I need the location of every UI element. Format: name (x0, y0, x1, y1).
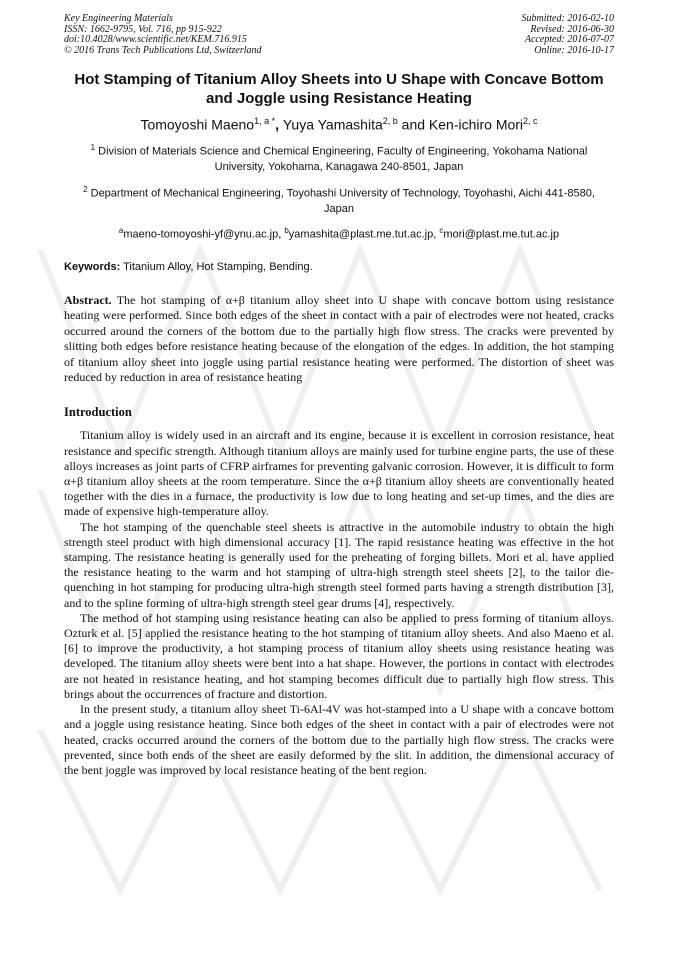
abstract-text: The hot stamping of α+β titanium alloy sheet into U shape with concave bottom using resistance heating were performed. Since both edges of the sheet in contact with a pair of electrodes were not heated, cracks occurred around the corners of the bottom due to the partially high flow stress. The cracks were prevented by slitting both edges before resistance heating because of the elongation of the edges. In addition, the hot stamping of titanium alloy sheet into joggle using partial resistance heating were performed. The distortion of sheet was reduced by reduction in area of resistance heating (64, 293, 614, 385)
author-superscript: 2, c (523, 116, 538, 127)
email-link[interactable]: yamashita@plast.me.tut.ac.jp, (288, 229, 440, 241)
affiliation-text: Division of Materials Science and Chemical Engineering, Faculty of Engineering, Yokohama National University, Yokohama, Kanagawa 240-8501, Japan (98, 145, 588, 174)
copyright: © 2016 Trans Tech Publications Ltd, Switzerland (64, 44, 262, 56)
email-superscript: c (439, 226, 444, 236)
author-superscript: 1, a * (254, 116, 276, 127)
submitted-date: Submitted: 2016-02-10 (521, 13, 614, 24)
body-paragraph: In the present study, a titanium alloy sheet Ti-6Al-4V was hot-stamped into a U shape with a concave bottom and a joggle using resistance heating. Since both edges of the sheet in contact with a pair of electrodes were not heated, cracks occurred around the corners of the bottom due to the partially high flow stress. The cracks were prevented, since both ends of the sheet are easily deformed by the slit. In addition, the dimensional accuracy of the bent joggle was improved by local resistance heating of the bent region. (64, 702, 614, 777)
body-paragraph: The hot stamping of the quenchable steel sheets is attractive in the automobile industry to obtain the high strength steel product with high dimensional accuracy [1]. The rapid resistance heating was effective in the hot stamping. The resistance heating is generally used for the preheating of forging billets. Mori et al. have applied the resistance heating to the warm and hot stamping of ultra-high strength steel sheets [2], to the tailor die-quenching in hot stamping for producing ultra-high strength steel formed parts having a strength distribution [3], and to the spline forming of ultra-high strength steel gear drums [4], respectively. (64, 519, 614, 610)
abstract-label: Abstract. (64, 293, 112, 307)
keywords-label: Keywords: (64, 261, 121, 273)
revised-date: Revised: 2016-06-30 (530, 23, 614, 35)
email-link[interactable]: maeno-tomoyoshi-yf@ynu.ac.jp, (123, 229, 285, 241)
body-paragraph: Titanium alloy is widely used in an aircraft and its engine, because it is excellent in corrosion resistance, heat resistance and specific strength. Although titanium alloys are mainly used for turbine engine parts, the use of these alloys increases as joint parts of CFRP airframes for preventing galvanic corrosion. However, it is difficult to form α+β titanium alloy sheets at the room temperature. Since the α+β titanium alloy sheets are conventionally heated together with the dies in a furnace, the productivity is low due to long heating and set-up times, and the dies are made of expensive high-temperature alloy. (64, 428, 614, 519)
journal-name: Key Engineering Materials (64, 13, 173, 24)
publication-header (64, 14, 614, 56)
online-date: Online: 2016-10-17 (534, 44, 614, 56)
accepted-date: Accepted: 2016-07-07 (524, 34, 614, 46)
affiliation-text: Department of Mechanical Engineering, Toyohashi University of Technology, Toyohashi, Aichi 441-8580, Japan (90, 187, 595, 215)
email-link[interactable]: mori@plast.me.tut.ac.jp (443, 229, 560, 241)
keywords-text: Titanium Alloy, Hot Stamping, Bending. (123, 261, 313, 273)
journal-info (64, 14, 262, 56)
author-name: Ken-ichiro Mori (428, 117, 524, 134)
keywords (64, 261, 614, 273)
author-superscript: 2, b (382, 116, 398, 127)
section-heading-introduction: Introduction (64, 405, 132, 420)
issn: ISSN: 1662-9795, Vol. 716, pp 915-922 (64, 23, 222, 35)
history-dates (522, 14, 615, 56)
paper-title: Hot Stamping of Titanium Alloy Sheets into U Shape with Concave Bottom and Joggle using Resistance Heating (74, 71, 604, 108)
affiliation-2 (72, 182, 606, 218)
author-name: Tomoyoshi Maeno (140, 117, 255, 134)
author-separator: , (275, 117, 283, 134)
email-list (64, 223, 614, 243)
email-superscript: b (284, 226, 289, 236)
doi: doi:10.4028/www.scientific.net/KEM.716.915 (64, 34, 247, 46)
author-separator: and (397, 117, 429, 134)
author-list (64, 112, 614, 134)
affiliation-number: 2 (83, 184, 88, 194)
body-paragraph: The method of hot stamping using resistance heating can also be applied to press forming of titanium alloys. Ozturk et al. [5] applied the resistance heating to the hot stamping of titanium alloy sheets. And also Maeno et al.[6] to improve the productivity, a hot stamping process of titanium alloy sheets using resistance heating was developed. The titanium alloy sheets were bent into a hat shape. However, the portions in contact with electrodes are not heated in resistance heating, and hot stamping becomes difficult due to partially high flow stress. This brings about the occurrences of fracture and distortion. (64, 610, 614, 701)
affiliation-number: 1 (90, 143, 96, 153)
email-superscript: a (118, 226, 124, 236)
author-name: Yuya Yamashita (282, 117, 383, 134)
affiliation-1 (72, 140, 606, 176)
abstract (64, 293, 614, 385)
